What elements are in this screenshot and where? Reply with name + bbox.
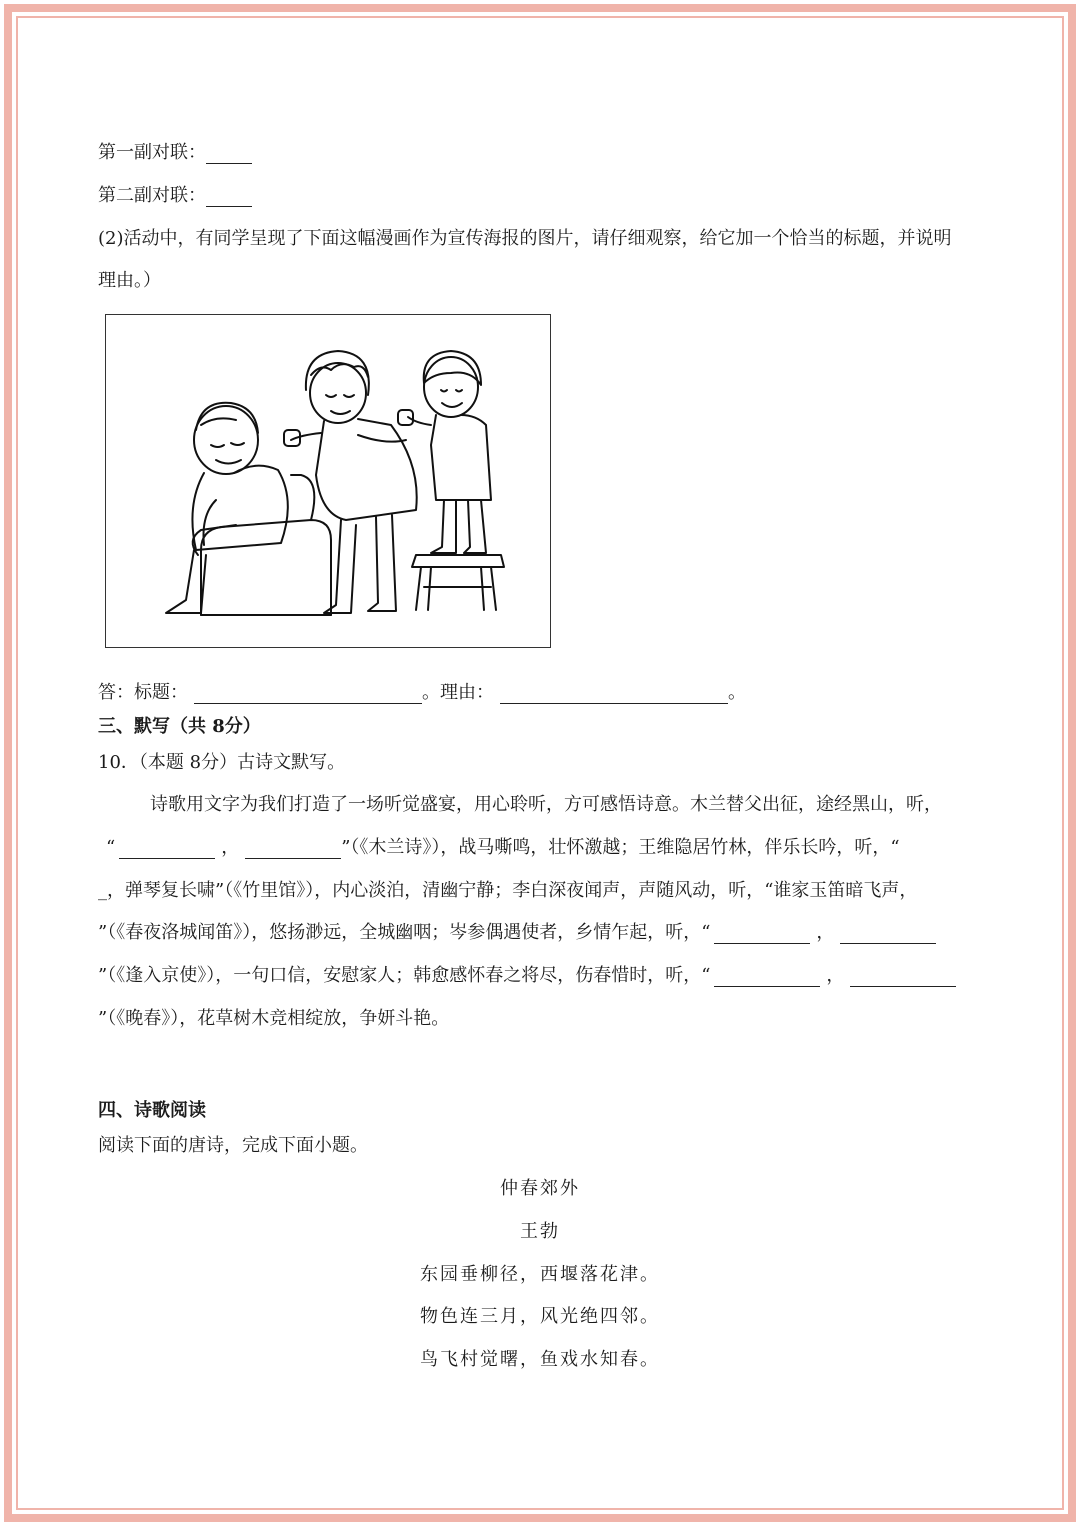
q10-text-line-3: _，弹琴复长啸”（《竹里馆》），内心淡泊，清幽宁静；李白深夜闻声，声随风动，听，“谁家玉笛暗飞声， — [98, 880, 918, 901]
q10-blank-4[interactable] — [840, 925, 936, 944]
couplet-1-row — [98, 138, 252, 164]
section-4-intro: 阅读下面的唐诗，完成下面小题。 — [98, 1135, 368, 1156]
q9-part2-line1: (2)活动中，有同学呈现了下面这幅漫画作为宣传海报的图片，请仔细观察，给它加一个恰当的标题，并说明 — [98, 228, 952, 249]
q10-title: 10．（本题 8分）古诗文默写。 — [98, 752, 346, 773]
poem-line-3: 鸟飞村觉曙，鱼戏水知春。 — [420, 1349, 660, 1370]
answer-reason-blank[interactable] — [500, 685, 728, 704]
q10-comma-2: ， — [816, 922, 835, 943]
q10-blank-2[interactable] — [245, 840, 341, 859]
q10-chunye-text: ”（《春夜洛城闻笛》），悠扬渺远，全城幽咽；岑参偶遇使者，乡情乍起，听，“ — [98, 922, 711, 943]
q10-comma-3: ， — [826, 965, 845, 986]
q10-blank-3[interactable] — [714, 925, 810, 944]
q10-fengru-text: ”（《逢入京使》），一句口信，安慰家人；韩愈感怀春之将尽，伤春惜时，听，“ — [98, 965, 711, 986]
poem-line-2: 物色连三月，风光绝四邻。 — [420, 1306, 660, 1327]
q10-blank-1[interactable] — [119, 840, 215, 859]
couplet-1-blank[interactable] — [206, 145, 252, 164]
q10-comma-1: ， — [221, 837, 240, 858]
q10-quote-open-1: “ — [106, 837, 116, 858]
q10-mulan-text: ”（《木兰诗》），战马嘶鸣，壮怀激越；王维隐居竹林，伴乐长吟，听，“ — [341, 837, 900, 858]
couplet-2-row — [98, 181, 252, 207]
cartoon-drawing — [106, 315, 549, 646]
q10-text-line-6: ”（《晚春》），花草树木竞相绽放，争妍斗艳。 — [98, 1008, 450, 1029]
answer-end-punct: 。 — [728, 682, 746, 703]
answer-title-label: 答：标题： — [98, 682, 188, 703]
couplet-2-blank[interactable] — [206, 188, 252, 207]
q10-text-line-2 — [106, 833, 900, 859]
q10-text-line-1: 诗歌用文字为我们打造了一场听觉盛宴，用心聆听，方可感悟诗意。木兰替父出征，途经黑山，听， — [150, 794, 942, 815]
couplet-2-label: 第二副对联： — [98, 185, 206, 206]
poem-line-1: 东园垂柳径，西堰落花津。 — [420, 1264, 660, 1285]
answer-title-blank[interactable] — [194, 685, 422, 704]
q9-part2-line2: 理由。） — [98, 270, 161, 291]
section-3-heading: 三、默写（共 8分） — [98, 716, 261, 737]
poem-author: 王勃 — [520, 1221, 560, 1242]
q10-text-line-5 — [98, 961, 956, 987]
answer-reason-label: 。理由： — [422, 682, 494, 703]
q10-blank-5[interactable] — [714, 968, 820, 987]
answer-row — [98, 678, 746, 704]
q10-blank-6[interactable] — [850, 968, 956, 987]
q10-text-line-4 — [98, 918, 936, 944]
couplet-1-label: 第一副对联： — [98, 142, 206, 163]
cartoon-image — [105, 314, 551, 648]
poem-title: 仲春郊外 — [500, 1178, 580, 1199]
section-4-heading: 四、诗歌阅读 — [98, 1100, 206, 1121]
